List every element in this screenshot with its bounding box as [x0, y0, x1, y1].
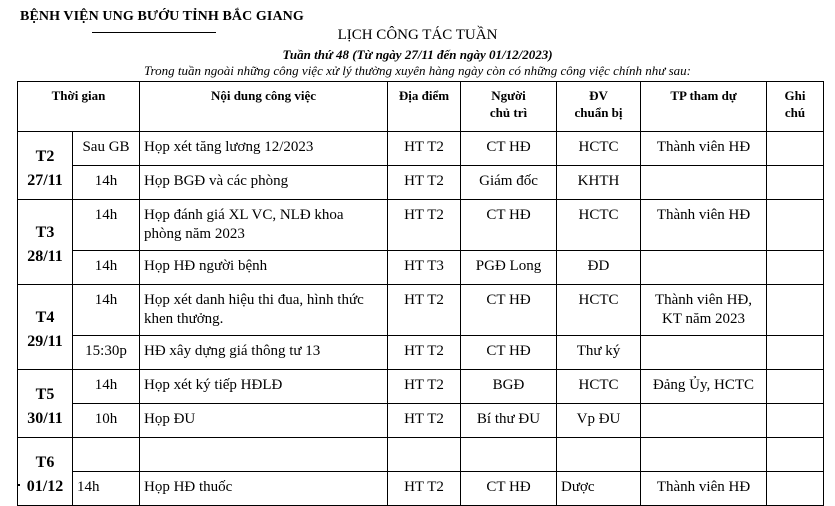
- prep-cell: Vp ĐU: [557, 404, 641, 438]
- place-cell: HT T2: [388, 200, 461, 251]
- time-cell: [73, 438, 140, 472]
- place-cell: [388, 438, 461, 472]
- time-cell: 10h: [73, 404, 140, 438]
- col-note: Ghi chú: [767, 82, 824, 132]
- col-prep: ĐV chuẩn bị: [557, 82, 641, 132]
- prep-cell: Thư ký: [557, 336, 641, 370]
- schedule-table: [17, 81, 824, 506]
- table-row: [18, 200, 824, 251]
- note-cell: [767, 472, 824, 506]
- time-cell: 14h: [73, 166, 140, 200]
- day-cell: T3 28/11: [18, 200, 73, 285]
- place-cell: HT T2: [388, 404, 461, 438]
- attend-cell: [641, 336, 767, 370]
- table-row: [18, 438, 824, 472]
- col-place: Địa điểm: [388, 82, 461, 132]
- col-content: Nội dung công việc: [140, 82, 388, 132]
- prep-cell: HCTC: [557, 370, 641, 404]
- table-row: [18, 336, 824, 370]
- place-cell: HT T2: [388, 472, 461, 506]
- attend-cell: [641, 438, 767, 472]
- host-cell: Bí thư ĐU: [461, 404, 557, 438]
- day-cell: T4 29/11: [18, 285, 73, 370]
- place-cell: HT T2: [388, 166, 461, 200]
- host-cell: [461, 438, 557, 472]
- attend-cell: [641, 251, 767, 285]
- content-cell: Họp HĐ người bệnh: [140, 251, 388, 285]
- attend-cell: [641, 404, 767, 438]
- time-cell: 14h: [73, 472, 140, 506]
- host-cell: CT HĐ: [461, 200, 557, 251]
- table-row: [18, 472, 824, 506]
- time-cell: 14h: [73, 200, 140, 251]
- prep-cell: KHTH: [557, 166, 641, 200]
- host-cell: CT HĐ: [461, 132, 557, 166]
- bottom-dot: [18, 484, 20, 486]
- col-host: Người chủ trì: [461, 82, 557, 132]
- content-cell: [140, 438, 388, 472]
- host-cell: CT HĐ: [461, 336, 557, 370]
- place-cell: HT T2: [388, 132, 461, 166]
- table-row: [18, 132, 824, 166]
- place-cell: HT T3: [388, 251, 461, 285]
- table-header: [18, 82, 824, 132]
- host-cell: PGĐ Long: [461, 251, 557, 285]
- schedule-note: Trong tuần ngoài những công việc xử lý thường xuyên hàng ngày còn có những công việc chính như sau:: [144, 63, 691, 78]
- attend-cell: [641, 166, 767, 200]
- content-cell: Họp ĐU: [140, 404, 388, 438]
- content-cell: Họp xét ký tiếp HĐLĐ: [140, 370, 388, 404]
- place-cell: HT T2: [388, 370, 461, 404]
- prep-cell: [557, 438, 641, 472]
- host-cell: Giám đốc: [461, 166, 557, 200]
- attend-cell: Thành viên HĐ, KT năm 2023: [641, 285, 767, 336]
- place-cell: HT T2: [388, 336, 461, 370]
- attend-cell: Thành viên HĐ: [641, 472, 767, 506]
- day-cell: T2 27/11: [18, 132, 73, 200]
- note-cell: [767, 404, 824, 438]
- content-cell: HĐ xây dựng giá thông tư 13: [140, 336, 388, 370]
- note-cell: [767, 132, 824, 166]
- schedule-title: LỊCH CÔNG TÁC TUẦN: [337, 27, 498, 43]
- time-cell: 14h: [73, 370, 140, 404]
- content-cell: Họp BGĐ và các phòng: [140, 166, 388, 200]
- table-row: [18, 166, 824, 200]
- attend-cell: Thành viên HĐ: [641, 132, 767, 166]
- attend-cell: Thành viên HĐ: [641, 200, 767, 251]
- content-cell: Họp đánh giá XL VC, NLĐ khoa phòng năm 2023: [140, 200, 388, 251]
- host-cell: CT HĐ: [461, 285, 557, 336]
- prep-cell: HCTC: [557, 285, 641, 336]
- note-cell: [767, 438, 824, 472]
- col-attend: TP tham dự: [641, 82, 767, 132]
- time-cell: 14h: [73, 285, 140, 336]
- time-cell: 15:30p: [73, 336, 140, 370]
- note-cell: [767, 336, 824, 370]
- content-cell: Họp HĐ thuốc: [140, 472, 388, 506]
- note-cell: [767, 370, 824, 404]
- place-cell: HT T2: [388, 285, 461, 336]
- week-range: Tuần thứ 48 (Từ ngày 27/11 đến ngày 01/12/2023): [282, 47, 553, 62]
- host-cell: CT HĐ: [461, 472, 557, 506]
- col-time: Thời gian: [18, 82, 140, 132]
- attend-cell: Đảng Ủy, HCTC: [641, 370, 767, 404]
- time-cell: Sau GB: [73, 132, 140, 166]
- note-cell: [767, 200, 824, 251]
- note-cell: [767, 285, 824, 336]
- table-row: [18, 285, 824, 336]
- hospital-name: BỆNH VIỆN UNG BƯỚU TỈNH BẮC GIANG: [20, 9, 304, 24]
- prep-cell: Dược: [557, 472, 641, 506]
- content-cell: Họp xét danh hiệu thi đua, hình thức khen thưởng.: [140, 285, 388, 336]
- note-cell: [767, 251, 824, 285]
- prep-cell: HCTC: [557, 200, 641, 251]
- table-row: [18, 404, 824, 438]
- table-row: [18, 251, 824, 285]
- time-cell: 14h: [73, 251, 140, 285]
- prep-cell: HCTC: [557, 132, 641, 166]
- prep-cell: ĐD: [557, 251, 641, 285]
- host-cell: BGĐ: [461, 370, 557, 404]
- day-cell: T5 30/11: [18, 370, 73, 438]
- note-cell: [767, 166, 824, 200]
- day-cell: T6 01/12: [18, 438, 73, 506]
- table-row: [18, 370, 824, 404]
- content-cell: Họp xét tăng lương 12/2023: [140, 132, 388, 166]
